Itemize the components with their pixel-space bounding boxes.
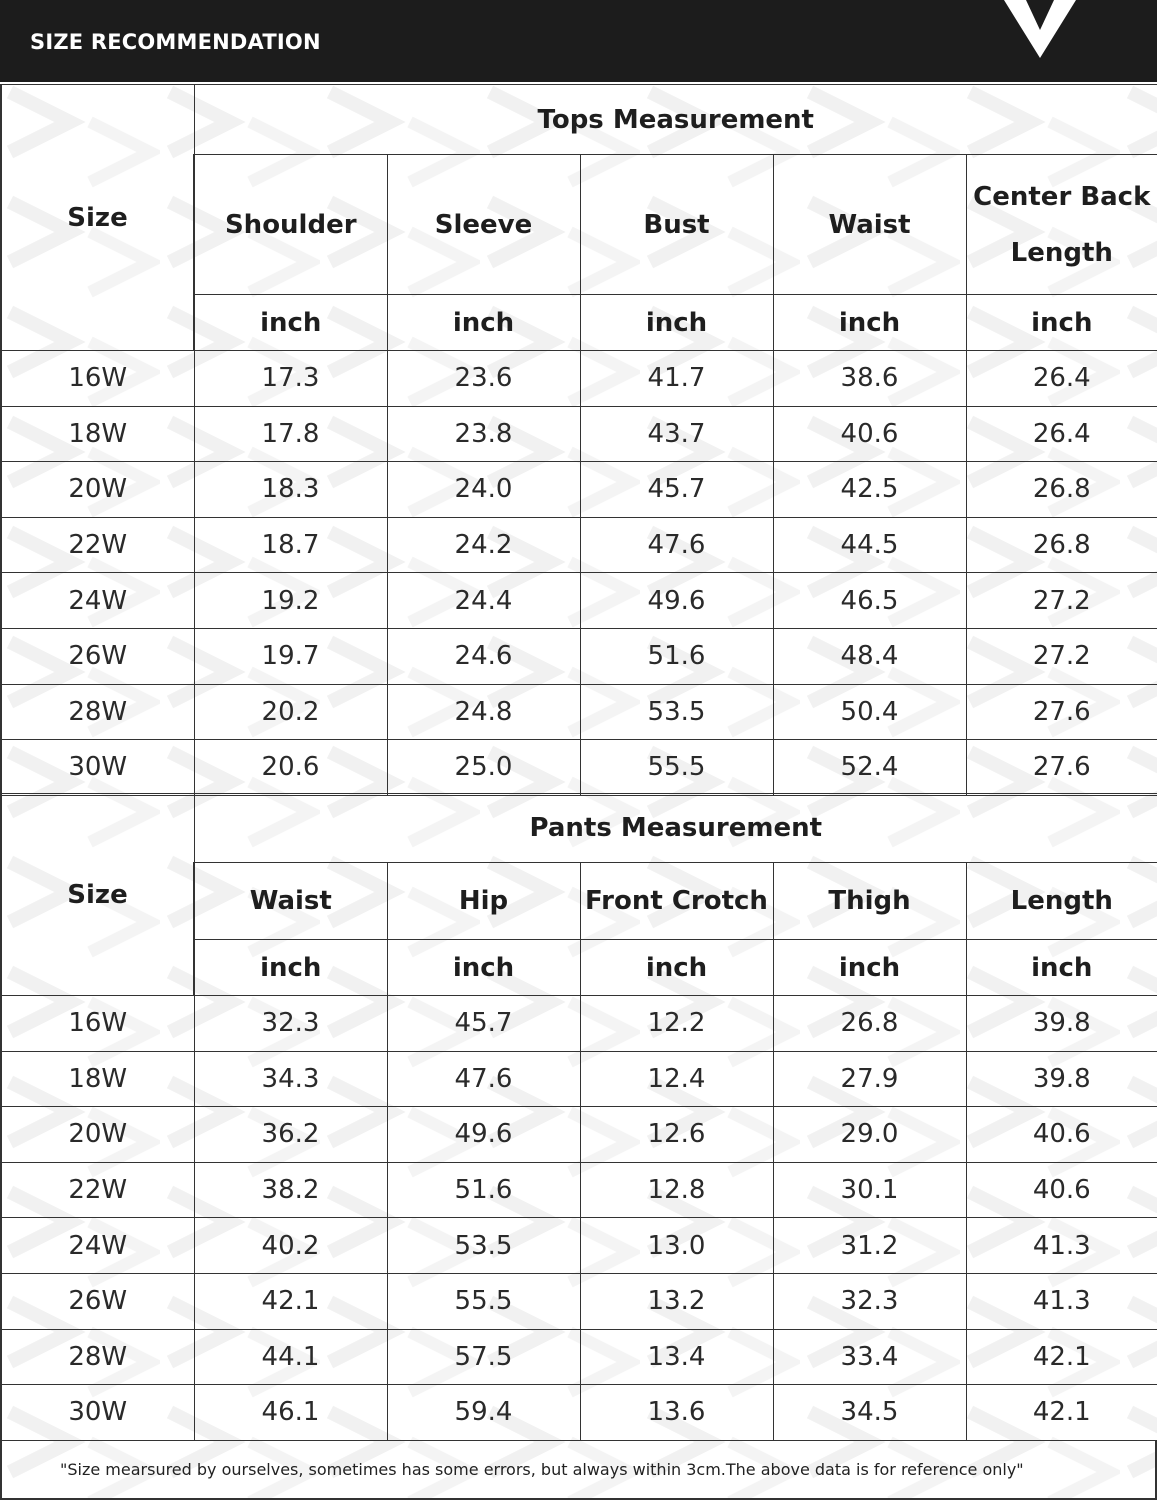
value-cell: 40.6	[773, 406, 966, 462]
table-row	[1, 1051, 1157, 1107]
value-cell: 12.8	[580, 1162, 773, 1218]
pants-col-length: Length	[966, 863, 1157, 940]
size-cell: 20W	[1, 462, 194, 518]
value-cell: 24.6	[387, 628, 580, 684]
table-row	[1, 1107, 1157, 1163]
value-cell: 42.1	[194, 1273, 387, 1329]
value-cell: 38.6	[773, 351, 966, 407]
table-row	[1, 1273, 1157, 1329]
value-cell: 26.8	[966, 517, 1157, 573]
page-title: SIZE RECOMMENDATION	[30, 30, 321, 54]
value-cell: 13.2	[580, 1273, 773, 1329]
tops-unit: inch	[387, 295, 580, 351]
value-cell: 20.6	[194, 740, 387, 796]
chevron-down-icon	[1000, 0, 1080, 60]
value-cell: 46.5	[773, 573, 966, 629]
size-cell: 22W	[1, 1162, 194, 1218]
tops-unit: inch	[580, 295, 773, 351]
value-cell: 23.8	[387, 406, 580, 462]
value-cell: 57.5	[387, 1329, 580, 1385]
table-row	[1, 740, 1157, 796]
pants-table	[0, 793, 1157, 1441]
value-cell: 49.6	[387, 1107, 580, 1163]
table-row	[1, 1385, 1157, 1441]
table-row	[1, 573, 1157, 629]
size-cell: 28W	[1, 1329, 194, 1385]
size-cell: 18W	[1, 1051, 194, 1107]
value-cell: 44.5	[773, 517, 966, 573]
value-cell: 19.7	[194, 628, 387, 684]
table-row	[1, 462, 1157, 518]
size-cell: 28W	[1, 684, 194, 740]
size-cell: 20W	[1, 1107, 194, 1163]
value-cell: 40.2	[194, 1218, 387, 1274]
tops-size-header: Size	[1, 85, 194, 351]
value-cell: 30.1	[773, 1162, 966, 1218]
value-cell: 42.1	[966, 1329, 1157, 1385]
value-cell: 32.3	[773, 1273, 966, 1329]
value-cell: 20.2	[194, 684, 387, 740]
footer-note: "Size mearsured by ourselves, sometimes has some errors, but always within 3cm.The above data is for reference only"	[60, 1460, 1024, 1479]
value-cell: 27.2	[966, 628, 1157, 684]
value-cell: 46.1	[194, 1385, 387, 1441]
size-cell: 16W	[1, 351, 194, 407]
value-cell: 40.6	[966, 1107, 1157, 1163]
value-cell: 48.4	[773, 628, 966, 684]
value-cell: 49.6	[580, 573, 773, 629]
value-cell: 29.0	[773, 1107, 966, 1163]
value-cell: 26.4	[966, 406, 1157, 462]
value-cell: 47.6	[580, 517, 773, 573]
value-cell: 27.2	[966, 573, 1157, 629]
value-cell: 24.8	[387, 684, 580, 740]
tops-col-shoulder: Shoulder	[194, 155, 387, 295]
value-cell: 12.6	[580, 1107, 773, 1163]
table-row	[1, 1162, 1157, 1218]
value-cell: 12.4	[580, 1051, 773, 1107]
value-cell: 36.2	[194, 1107, 387, 1163]
header-bar	[0, 0, 1157, 82]
value-cell: 39.8	[966, 996, 1157, 1052]
tops-col-bust: Bust	[580, 155, 773, 295]
table-row	[1, 996, 1157, 1052]
table-row	[1, 351, 1157, 407]
value-cell: 39.8	[966, 1051, 1157, 1107]
table-row	[1, 1329, 1157, 1385]
value-cell: 45.7	[387, 996, 580, 1052]
value-cell: 42.1	[966, 1385, 1157, 1441]
tops-unit: inch	[773, 295, 966, 351]
value-cell: 26.8	[773, 996, 966, 1052]
value-cell: 45.7	[580, 462, 773, 518]
value-cell: 34.3	[194, 1051, 387, 1107]
value-cell: 41.7	[580, 351, 773, 407]
value-cell: 41.3	[966, 1273, 1157, 1329]
pants-col-waist: Waist	[194, 863, 387, 940]
value-cell: 13.4	[580, 1329, 773, 1385]
value-cell: 27.6	[966, 740, 1157, 796]
value-cell: 18.7	[194, 517, 387, 573]
value-cell: 27.9	[773, 1051, 966, 1107]
pants-col-hip: Hip	[387, 863, 580, 940]
size-cell: 26W	[1, 628, 194, 684]
tops-unit: inch	[966, 295, 1157, 351]
table-row	[1, 406, 1157, 462]
tops-table	[0, 84, 1157, 796]
value-cell: 44.1	[194, 1329, 387, 1385]
size-cell: 30W	[1, 1385, 194, 1441]
value-cell: 53.5	[580, 684, 773, 740]
value-cell: 12.2	[580, 996, 773, 1052]
tops-unit: inch	[194, 295, 387, 351]
value-cell: 23.6	[387, 351, 580, 407]
value-cell: 31.2	[773, 1218, 966, 1274]
value-cell: 41.3	[966, 1218, 1157, 1274]
tops-col-center-back-length: Center Back Length	[966, 155, 1157, 295]
value-cell: 26.8	[966, 462, 1157, 518]
pants-size-header: Size	[1, 794, 194, 996]
value-cell: 18.3	[194, 462, 387, 518]
tops-col-waist: Waist	[773, 155, 966, 295]
value-cell: 53.5	[387, 1218, 580, 1274]
tops-col-sleeve: Sleeve	[387, 155, 580, 295]
size-cell: 26W	[1, 1273, 194, 1329]
value-cell: 51.6	[387, 1162, 580, 1218]
table-row	[1, 1218, 1157, 1274]
size-cell: 24W	[1, 1218, 194, 1274]
table-row	[1, 628, 1157, 684]
pants-unit: inch	[194, 940, 387, 996]
pants-unit: inch	[773, 940, 966, 996]
pants-unit: inch	[966, 940, 1157, 996]
value-cell: 34.5	[773, 1385, 966, 1441]
value-cell: 13.6	[580, 1385, 773, 1441]
value-cell: 24.2	[387, 517, 580, 573]
value-cell: 43.7	[580, 406, 773, 462]
value-cell: 19.2	[194, 573, 387, 629]
value-cell: 51.6	[580, 628, 773, 684]
footer-note-box	[0, 1440, 1157, 1500]
value-cell: 40.6	[966, 1162, 1157, 1218]
value-cell: 42.5	[773, 462, 966, 518]
value-cell: 50.4	[773, 684, 966, 740]
pants-col-front-crotch: Front Crotch	[580, 863, 773, 940]
pants-section-title: Pants Measurement	[194, 794, 1157, 863]
size-cell: 18W	[1, 406, 194, 462]
value-cell: 32.3	[194, 996, 387, 1052]
value-cell: 24.4	[387, 573, 580, 629]
table-row	[1, 517, 1157, 573]
pants-unit: inch	[387, 940, 580, 996]
size-cell: 30W	[1, 740, 194, 796]
table-row	[1, 684, 1157, 740]
size-cell: 24W	[1, 573, 194, 629]
value-cell: 55.5	[580, 740, 773, 796]
value-cell: 17.8	[194, 406, 387, 462]
value-cell: 47.6	[387, 1051, 580, 1107]
value-cell: 55.5	[387, 1273, 580, 1329]
value-cell: 59.4	[387, 1385, 580, 1441]
pants-unit: inch	[580, 940, 773, 996]
value-cell: 38.2	[194, 1162, 387, 1218]
value-cell: 13.0	[580, 1218, 773, 1274]
value-cell: 27.6	[966, 684, 1157, 740]
value-cell: 52.4	[773, 740, 966, 796]
value-cell: 17.3	[194, 351, 387, 407]
pants-col-thigh: Thigh	[773, 863, 966, 940]
value-cell: 25.0	[387, 740, 580, 796]
tops-section-title: Tops Measurement	[194, 85, 1157, 155]
size-chart-sheet	[0, 82, 1157, 1500]
value-cell: 24.0	[387, 462, 580, 518]
size-cell: 22W	[1, 517, 194, 573]
value-cell: 26.4	[966, 351, 1157, 407]
value-cell: 33.4	[773, 1329, 966, 1385]
size-cell: 16W	[1, 996, 194, 1052]
